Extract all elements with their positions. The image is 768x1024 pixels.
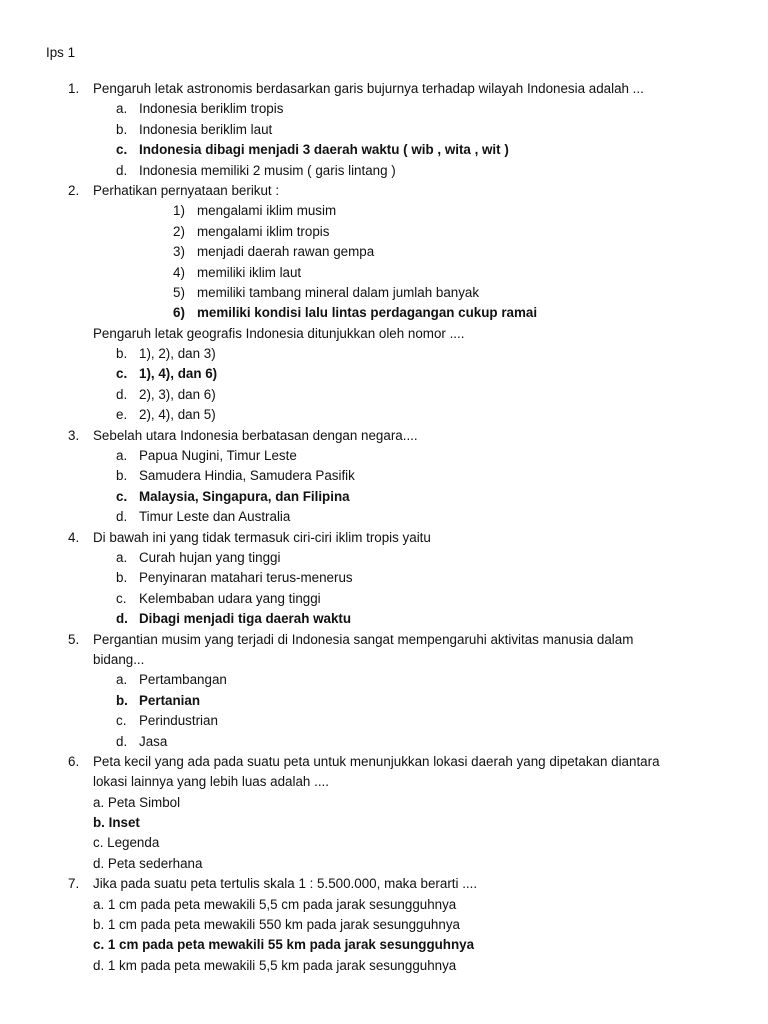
statement-item	[0, 303, 768, 323]
option-text: Kelembaban udara yang tinggi	[139, 590, 321, 606]
answer-option	[0, 568, 768, 588]
option-text: c. 1 cm pada peta mewakili 55 km pada jarak sesungguhnya	[93, 937, 475, 953]
option-text: Perindustrian	[139, 713, 218, 729]
option-text: b. Inset	[93, 815, 140, 831]
statement-number: 4)	[173, 264, 185, 280]
option-letter: c.	[116, 142, 128, 158]
option-letter: c.	[116, 713, 127, 729]
option-letter: c.	[116, 366, 128, 382]
question-line	[0, 79, 768, 99]
answer-option	[0, 446, 768, 466]
statement-number: 1)	[173, 203, 185, 219]
option-text: c. Legenda	[93, 835, 160, 851]
statement-item	[0, 242, 768, 262]
statement-text: mengalami iklim tropis	[197, 223, 330, 239]
question-line	[0, 650, 768, 670]
document-title: Ips 1	[46, 45, 76, 60]
option-letter: a.	[116, 549, 128, 565]
question-followup-text: Pengaruh letak geografis Indonesia ditunjukkan oleh nomor ....	[93, 325, 465, 341]
answer-option	[0, 385, 768, 405]
question-text: Pengaruh letak astronomis berdasarkan garis bujurnya terhadap wilayah Indonesia adalah ...	[93, 81, 644, 96]
statement-item	[0, 283, 768, 303]
question-text: Perhatikan pernyataan berikut :	[93, 182, 280, 198]
answer-option	[0, 120, 768, 140]
option-text: 2), 4), dan 5)	[139, 407, 216, 423]
statement-number: 2)	[173, 223, 185, 239]
option-text: b. 1 cm pada peta mewakili 550 km pada jarak sesungguhnya	[93, 917, 460, 933]
question-number: 3.	[68, 427, 80, 443]
question-line	[0, 772, 768, 792]
option-text: a. 1 cm pada peta mewakili 5,5 cm pada jarak sesungguhnya	[93, 896, 457, 912]
answer-option	[0, 466, 768, 486]
option-text: Indonesia dibagi menjadi 3 daerah waktu ( wib , wita , wit )	[139, 142, 509, 158]
option-text: Indonesia memiliki 2 musim ( garis lintang )	[139, 162, 396, 178]
answer-option	[0, 507, 768, 527]
option-letter: b.	[116, 692, 128, 708]
answer-option	[0, 99, 768, 119]
option-letter: d.	[116, 162, 128, 178]
answer-option	[0, 895, 768, 915]
option-letter: a.	[116, 101, 128, 117]
option-letter: b.	[116, 468, 128, 484]
option-letter: c.	[116, 590, 127, 606]
option-letter: a.	[116, 672, 128, 688]
answer-option	[0, 364, 768, 384]
option-text: Jasa	[139, 733, 168, 749]
question-number: 2.	[68, 182, 80, 198]
option-letter: d.	[116, 733, 128, 749]
option-text: 1), 4), dan 6)	[139, 366, 218, 382]
option-text: Papua Nugini, Timur Leste	[139, 448, 297, 464]
statement-number: 6)	[173, 305, 185, 321]
option-letter: d.	[116, 611, 128, 627]
answer-option	[0, 732, 768, 752]
question-line	[0, 426, 768, 446]
option-letter: b.	[116, 570, 128, 586]
question-followup	[0, 324, 768, 344]
option-text: 2), 3), dan 6)	[139, 386, 216, 402]
statement-number: 3)	[173, 244, 185, 260]
option-text: d. 1 km pada peta mewakili 5,5 km pada jarak sesungguhnya	[93, 957, 457, 973]
option-text: Samudera Hindia, Samudera Pasifik	[139, 468, 355, 484]
question-text: lokasi lainnya yang lebih luas adalah ....	[93, 774, 329, 790]
answer-option	[0, 711, 768, 731]
statement-number: 5)	[173, 284, 185, 300]
question-text: Jika pada suatu peta tertulis skala 1 : 5.500.000, maka berarti ....	[93, 876, 478, 892]
question-number: 7.	[68, 876, 80, 892]
option-letter: a.	[116, 448, 128, 464]
answer-option	[0, 161, 768, 181]
question-list	[0, 79, 768, 976]
question-number: 1.	[68, 81, 80, 96]
answer-option	[0, 793, 768, 813]
question-number: 6.	[68, 753, 80, 769]
statement-text: menjadi daerah rawan gempa	[197, 244, 375, 260]
answer-option	[0, 589, 768, 609]
answer-option	[0, 915, 768, 935]
option-text: Malaysia, Singapura, dan Filipina	[139, 488, 350, 504]
option-letter: c.	[116, 488, 128, 504]
question-text: bidang...	[93, 651, 145, 667]
option-letter: b.	[116, 121, 128, 137]
option-letter: e.	[116, 407, 128, 423]
answer-option	[0, 609, 768, 629]
answer-option	[0, 405, 768, 425]
statement-item	[0, 201, 768, 221]
option-text: Pertambangan	[139, 672, 227, 688]
answer-option	[0, 487, 768, 507]
option-text: Dibagi menjadi tiga daerah waktu	[139, 611, 352, 627]
question-text: Peta kecil yang ada pada suatu peta untuk menunjukkan lokasi daerah yang dipetakan diantara	[93, 753, 660, 769]
question-line	[0, 752, 768, 772]
option-text: Timur Leste dan Australia	[139, 509, 291, 525]
question-text: Pergantian musim yang terjadi di Indonesia sangat mempengaruhi aktivitas manusia dalam	[93, 631, 634, 647]
option-letter: b.	[116, 346, 128, 362]
option-text: a. Peta Simbol	[93, 794, 181, 810]
question-line	[0, 630, 768, 650]
question-line	[0, 181, 768, 201]
option-text: Pertanian	[139, 692, 201, 708]
statement-text: memiliki tambang mineral dalam jumlah banyak	[197, 284, 480, 300]
option-letter: d.	[116, 386, 128, 402]
answer-option	[0, 548, 768, 568]
question-line	[0, 528, 768, 548]
answer-option	[0, 140, 768, 160]
option-letter: d.	[116, 509, 128, 525]
option-text: Indonesia beriklim laut	[139, 121, 273, 137]
statement-item	[0, 222, 768, 242]
answer-option	[0, 670, 768, 690]
answer-option	[0, 691, 768, 711]
answer-option	[0, 956, 768, 976]
question-text: Sebelah utara Indonesia berbatasan dengan negara....	[93, 427, 418, 443]
statement-text: memiliki iklim laut	[197, 264, 302, 280]
option-text: d. Peta sederhana	[93, 855, 203, 871]
statement-text: memiliki kondisi lalu lintas perdagangan cukup ramai	[197, 305, 538, 321]
question-number: 4.	[68, 529, 80, 545]
option-text: Indonesia beriklim tropis	[139, 101, 284, 117]
answer-option	[0, 854, 768, 874]
option-text: 1), 2), dan 3)	[139, 346, 216, 362]
answer-option	[0, 833, 768, 853]
question-line	[0, 874, 768, 894]
statement-item	[0, 263, 768, 283]
statement-text: mengalami iklim musim	[197, 203, 337, 219]
option-text: Curah hujan yang tinggi	[139, 549, 281, 565]
answer-option	[0, 813, 768, 833]
option-text: Penyinaran matahari terus-menerus	[139, 570, 353, 586]
answer-option	[0, 344, 768, 364]
answer-option	[0, 935, 768, 955]
question-text: Di bawah ini yang tidak termasuk ciri-ciri iklim tropis yaitu	[93, 529, 431, 545]
question-number: 5.	[68, 631, 80, 647]
